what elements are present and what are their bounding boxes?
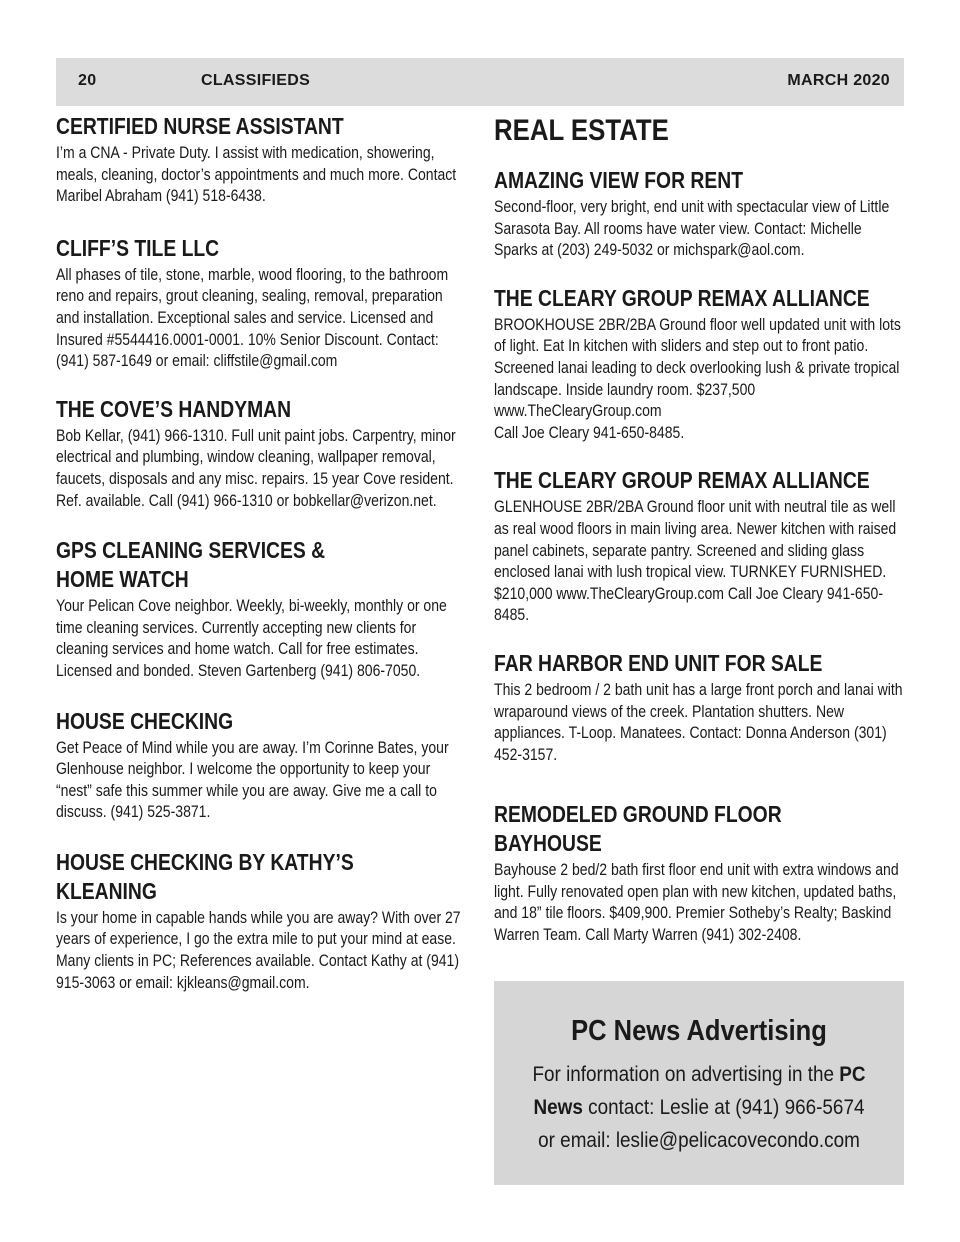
ad-title: THE CLEARY GROUP REMAX ALLIANCE [494, 284, 870, 311]
ad-body: Is your home in capable hands while you are away? With over 27 years of experience, I go the extra mile to put your mind at ease. Many clients in PC; References available. Contact Kathy at (941) 915-3063 or email: kjkleans@gmail.com. [56, 908, 461, 992]
advertising-info-box [494, 981, 904, 1185]
classified-ad [56, 707, 468, 824]
page-number: 20 [78, 72, 97, 89]
ad-title: THE COVE’S HANDYMAN [56, 395, 292, 422]
ad-title: REMODELED GROUND FLOOR BAYHOUSE [494, 801, 782, 857]
info-title: PC News Advertising [571, 1015, 827, 1047]
classified-ad [494, 466, 904, 627]
ad-body: This 2 bedroom / 2 bath unit has a large front porch and lanai with wraparound views of the creek. Plantation shutters. New appliances. T-Loop. Manatees. Contact: Donna Anderson (301) 452-3157. [494, 680, 903, 764]
ad-body: Your Pelican Cove neighbor. Weekly, bi-weekly, monthly or one time cleaning services. Currently accepting new clients for cleaning services and home watch. Call for free estimates. Licensed and bonded. Steven Gartenberg (941) 806-7050. [56, 597, 447, 680]
ad-body: I’m a CNA - Private Duty. I assist with medication, showering, meals, cleaning, doctor’s appointments and much more. Contact Maribel Abraham (941) 518-6438. [56, 144, 457, 206]
left-column [56, 112, 468, 994]
section-title: REAL ESTATE [494, 114, 669, 147]
ad-title: GPS CLEANING SERVICES & HOME WATCH [56, 537, 326, 593]
right-column [494, 112, 904, 947]
ad-title: CLIFF’S TILE LLC [56, 234, 220, 261]
ad-body: Bayhouse 2 bed/2 bath first floor end unit with extra windows and light. Fully renovated open plan with new kitchen, updated baths, and 18” tile floors. $409,900. Premier Sotheby’s Realty; Baskind Warren Team. Call Marty Warren (941) 302-2408. [494, 861, 899, 945]
info-text [528, 1058, 870, 1157]
classified-ad [56, 536, 468, 682]
classified-ad [494, 284, 904, 445]
section-name: CLASSIFIEDS [201, 72, 311, 89]
classified-ad [56, 112, 468, 208]
ad-body: Bob Kellar, (941) 966-1310. Full unit paint jobs. Carpentry, minor electrical and plumbing, window cleaning, wallpaper removal, faucets, disposals and any misc. repairs. 15 year Cove resident. Ref. available. Call (941) 966-1310 or bobkellar@verizon.net. [56, 426, 456, 510]
ad-body: BROOKHOUSE 2BR/2BA Ground floor well updated unit with lots of light. Eat In kitchen with sliders and step out to front patio. Screened lanai leading to deck overlooking lush & private tropical landscape. Inside laundry room. $237,500 www.TheClearyGroup.com [494, 315, 901, 421]
classified-ad [494, 166, 904, 262]
info-text-after: contact: Leslie at (941) 966-5674 or email: leslie@pelicacovecondo.com [538, 1096, 865, 1152]
page-header [56, 58, 904, 106]
ad-title: HOUSE CHECKING BY KATHY’S KLEANING [56, 848, 354, 904]
ad-title: THE CLEARY GROUP REMAX ALLIANCE [494, 467, 870, 494]
ad-body: Get Peace of Mind while you are away. I’m Corinne Bates, your Glenhouse neighbor. I welcome the opportunity to keep your “nest” safe this summer while you are away. Give me a call to discuss. (941) 525-3871. [56, 738, 449, 822]
ad-body: All phases of tile, stone, marble, wood flooring, to the bathroom reno and repairs, grout cleaning, sealing, removal, preparation and installation. Exceptional sales and service. Licensed and Insured #5544416.0001-0001. 10% Senior Discount. Contact: (941) 587-1649 or email: cliffstile@gmail.com [56, 265, 449, 371]
classified-ad [56, 395, 468, 512]
ad-title: FAR HARBOR END UNIT FOR SALE [494, 649, 823, 676]
classified-ad [56, 848, 468, 994]
classified-ad [56, 234, 468, 373]
ad-title: CERTIFIED NURSE ASSISTANT [56, 113, 344, 139]
info-text-bold: PC News [533, 1063, 866, 1119]
ad-title: AMAZING VIEW FOR RENT [494, 167, 744, 193]
ad-body-contact: Call Joe Cleary 941-650-8485. [494, 423, 685, 442]
ad-body: Second-floor, very bright, end unit with spectacular view of Little Sarasota Bay. All rooms have water view. Contact: Michelle Sparks at (203) 249-5032 or michspark@aol.com. [494, 198, 890, 260]
info-text-before: For information on advertising in the [532, 1063, 840, 1086]
ad-title: HOUSE CHECKING [56, 707, 234, 734]
classified-ad [494, 800, 904, 946]
classified-ad [494, 649, 904, 766]
ad-body: GLENHOUSE 2BR/2BA Ground floor unit with neutral tile as well as real wood floors in main living area. Newer kitchen with raised panel cabinets, separate pantry. Screened and sliding glass enclosed lanai with lush tropical view. TURNKEY FURNISHED. $210,000 www.TheClearyGroup.com Call Joe Cleary 941-650-8485. [494, 498, 897, 625]
issue-date: MARCH 2020 [787, 72, 890, 89]
